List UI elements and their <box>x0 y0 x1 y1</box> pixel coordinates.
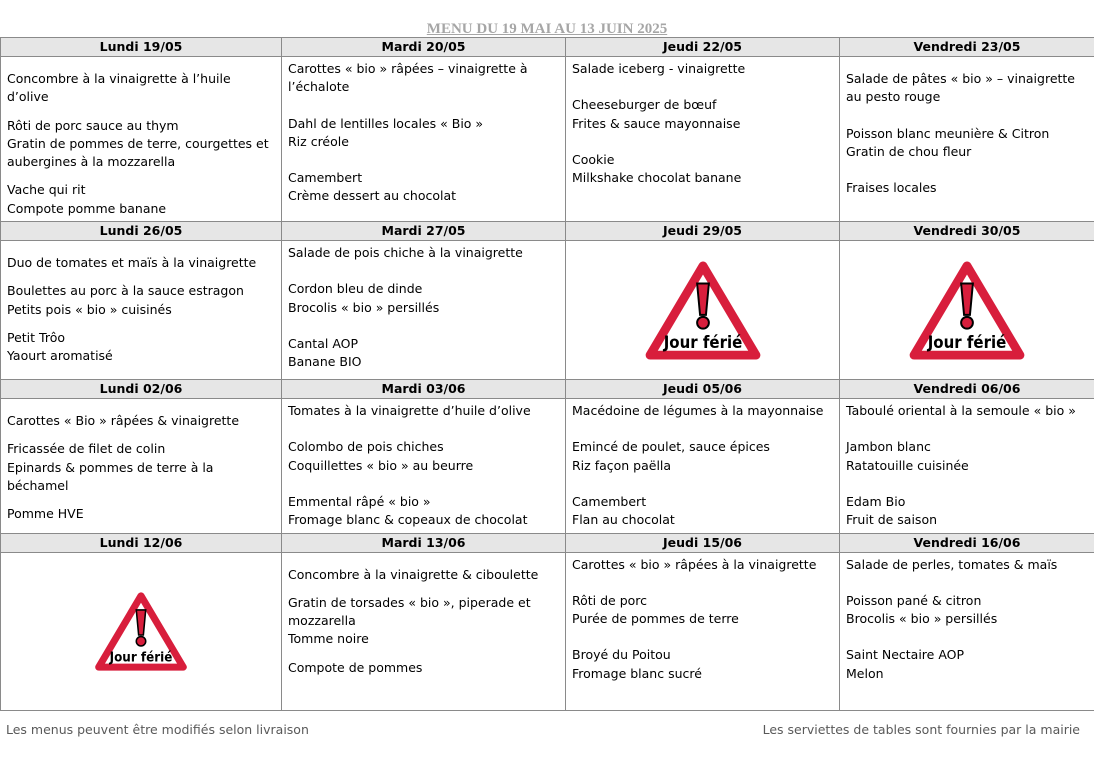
holiday-marker <box>566 241 839 379</box>
holiday-warning-icon <box>644 260 762 361</box>
day-header-row <box>1 38 1094 57</box>
menu-item: Yaourt aromatisé <box>7 348 113 364</box>
menu-item: Duo de tomates et maïs à la vinaigrette <box>7 255 257 271</box>
menu-item: Concombre à la vinaigrette & ciboulette <box>288 566 539 582</box>
menu-item: Gratin de torsades « bio », piperade et mozzarella <box>288 594 531 629</box>
day-header-mardi-20-05: Mardi 20/05 <box>282 38 566 57</box>
menu-item: Fromage blanc sucré <box>572 665 702 681</box>
menu-item: Tomates à la vinaigrette d’huile d’olive <box>288 403 531 419</box>
day-header-mardi-27-05: Mardi 27/05 <box>282 222 566 241</box>
menu-item: Vache qui rit <box>7 182 86 198</box>
day-header-mardi-03-06: Mardi 03/06 <box>282 380 566 399</box>
menu-item: Melon <box>846 665 884 681</box>
day-header-vendredi-23-05: Vendredi 23/05 <box>840 38 1094 57</box>
day-header-jeudi-29-05: Jeudi 29/05 <box>566 222 840 241</box>
menu-item: Brocolis « bio » persillés <box>288 299 440 315</box>
holiday-warning-icon <box>908 260 1026 361</box>
menu-items <box>1 241 281 368</box>
menu-item: Compote pomme banane <box>7 200 167 216</box>
menu-item: Cordon bleu de dinde <box>288 281 423 297</box>
menu-item: Jambon blanc <box>846 439 931 455</box>
holiday-label: Jour férié <box>109 648 173 665</box>
day-header-lundi-02-06: Lundi 02/06 <box>1 380 282 399</box>
day-header-lundi-26-05: Lundi 26/05 <box>1 222 282 241</box>
menu-item: Poisson blanc meunière & Citron <box>846 125 1050 141</box>
day-header-row <box>1 533 1094 552</box>
menu-items <box>282 399 565 532</box>
menu-item: Salade de pâtes « bio » – vinaigrette au pesto rouge <box>846 71 1075 105</box>
menu-items <box>840 553 1094 686</box>
menu-item: Riz créole <box>288 133 349 149</box>
menu-item: Compote de pommes <box>288 659 423 675</box>
menu-item: Coquillettes « bio » au beurre <box>288 457 474 473</box>
menu-items <box>282 553 565 680</box>
holiday-marker <box>840 241 1094 379</box>
menu-item: Salade de perles, tomates & maïs <box>846 556 1058 572</box>
menu-cell-vendredi-16-06 <box>840 552 1094 710</box>
menu-item: Carottes « bio » râpées à la vinaigrette <box>572 556 817 572</box>
menu-items <box>1 399 281 526</box>
menu-item: Poisson pané & citron <box>846 592 982 608</box>
menu-cell-jeudi-05-06 <box>566 399 840 533</box>
menu-items <box>282 57 565 209</box>
menu-cell-vendredi-23-05 <box>840 57 1094 222</box>
menu-cell-lundi-19-05 <box>1 57 282 222</box>
menu-item: Purée de pommes de terre <box>572 611 739 627</box>
day-menu-row <box>1 552 1094 710</box>
menu-item: Petits pois « bio » cuisinés <box>7 301 172 317</box>
menu-cell-lundi-26-05 <box>1 241 282 380</box>
day-menu-row <box>1 241 1094 380</box>
menu-cell-mardi-13-06 <box>282 552 566 710</box>
menu-item: Salade iceberg - vinaigrette <box>572 61 746 76</box>
menu-items <box>566 553 839 686</box>
day-header-row <box>1 380 1094 399</box>
menu-item: Cheeseburger de bœuf <box>572 97 717 113</box>
day-header-jeudi-22-05: Jeudi 22/05 <box>566 38 840 57</box>
page-title: MENU DU 19 MAI AU 13 JUIN 2025 <box>426 21 668 37</box>
menu-table <box>0 37 1094 711</box>
menu-items <box>840 57 1094 200</box>
menu-item: Fromage blanc & copeaux de chocolat <box>288 512 528 528</box>
menu-item: Tomme noire <box>288 631 369 647</box>
day-header-vendredi-16-06: Vendredi 16/06 <box>840 533 1094 552</box>
menu-cell-vendredi-30-05 <box>840 241 1094 380</box>
menu-item: Macédoine de légumes à la mayonnaise <box>572 403 824 419</box>
footer-note-right: Les serviettes de tables sont fournies par la mairie <box>762 722 1080 737</box>
menu-item: Concombre à la vinaigrette à l’huile d’olive <box>7 71 231 105</box>
menu-cell-lundi-12-06 <box>1 552 282 710</box>
menu-item: Pomme HVE <box>7 506 84 522</box>
menu-item: Frites & sauce mayonnaise <box>572 115 741 131</box>
menu-cell-vendredi-06-06 <box>840 399 1094 533</box>
menu-item: Gratin de chou fleur <box>846 143 972 159</box>
menu-item: Broyé du Poitou <box>572 647 671 663</box>
menu-cell-jeudi-15-06 <box>566 552 840 710</box>
menu-cell-mardi-20-05 <box>282 57 566 222</box>
menu-items <box>566 399 839 532</box>
menu-item: Salade de pois chiche à la vinaigrette <box>288 245 523 261</box>
footer-note-left: Les menus peuvent être modifiés selon livraison <box>6 722 309 737</box>
day-header-vendredi-30-05: Vendredi 30/05 <box>840 222 1094 241</box>
day-header-jeudi-15-06: Jeudi 15/06 <box>566 533 840 552</box>
day-header-lundi-19-05: Lundi 19/05 <box>1 38 282 57</box>
menu-item: Cantal AOP <box>288 335 359 351</box>
menu-item: Milkshake chocolat banane <box>572 170 742 186</box>
menu-cell-lundi-02-06 <box>1 399 282 533</box>
menu-items <box>1 57 281 221</box>
day-header-row <box>1 222 1094 241</box>
menu-cell-mardi-27-05 <box>282 241 566 380</box>
day-header-jeudi-05-06: Jeudi 05/06 <box>566 380 840 399</box>
menu-item: Saint Nectaire AOP <box>846 647 965 663</box>
menu-item: Petit Trôo <box>7 329 65 345</box>
menu-item: Edam Bio <box>846 493 906 509</box>
menu-item: Carottes « Bio » râpées & vinaigrette <box>7 413 240 429</box>
menu-item: Riz façon paëlla <box>572 457 672 473</box>
day-header-vendredi-06-06: Vendredi 06/06 <box>840 380 1094 399</box>
menu-item: Emincé de poulet, sauce épices <box>572 439 770 455</box>
menu-item: Cookie <box>572 151 615 167</box>
menu-item: Fraises locales <box>846 180 937 196</box>
menu-cell-jeudi-22-05 <box>566 57 840 222</box>
menu-item: Fruit de saison <box>846 512 938 528</box>
menu-items <box>840 399 1094 532</box>
holiday-label: Jour férié <box>927 332 1007 353</box>
menu-item: Crème dessert au chocolat <box>288 188 457 204</box>
menu-item: Camembert <box>288 170 363 186</box>
menu-item: Camembert <box>572 493 647 509</box>
menu-item: Carottes « bio » râpées – vinaigrette à l’échalote <box>288 61 528 95</box>
holiday-warning-icon <box>94 591 188 672</box>
menu-item: Banane BIO <box>288 354 362 370</box>
day-menu-row <box>1 57 1094 222</box>
menu-item: Flan au chocolat <box>572 512 675 528</box>
menu-item: Fricassée de filet de colin <box>7 441 166 457</box>
day-header-mardi-13-06: Mardi 13/06 <box>282 533 566 552</box>
menu-item: Ratatouille cuisinée <box>846 457 969 473</box>
menu-item: Emmental râpé « bio » <box>288 493 431 509</box>
menu-item: Brocolis « bio » persillés <box>846 611 998 627</box>
menu-items <box>282 241 565 374</box>
day-header-lundi-12-06: Lundi 12/06 <box>1 533 282 552</box>
menu-cell-mardi-03-06 <box>282 399 566 533</box>
menu-item: Rôti de porc <box>572 592 648 608</box>
menu-item: Taboulé oriental à la semoule « bio » <box>846 403 1076 419</box>
holiday-label: Jour férié <box>663 332 742 353</box>
menu-item: Boulettes au porc à la sauce estragon <box>7 283 244 299</box>
menu-item: Rôti de porc sauce au thym <box>7 117 179 133</box>
day-menu-row <box>1 399 1094 533</box>
menu-items <box>566 57 839 190</box>
menu-item: Epinards & pommes de terre à la béchamel <box>7 459 214 493</box>
menu-item: Colombo de pois chiches <box>288 439 444 455</box>
menu-cell-jeudi-29-05 <box>566 241 840 380</box>
menu-item: Dahl de lentilles locales « Bio » <box>288 115 484 131</box>
holiday-marker <box>1 553 281 710</box>
menu-item: Gratin de pommes de terre, courgettes et aubergines à la mozzarella <box>7 135 269 170</box>
